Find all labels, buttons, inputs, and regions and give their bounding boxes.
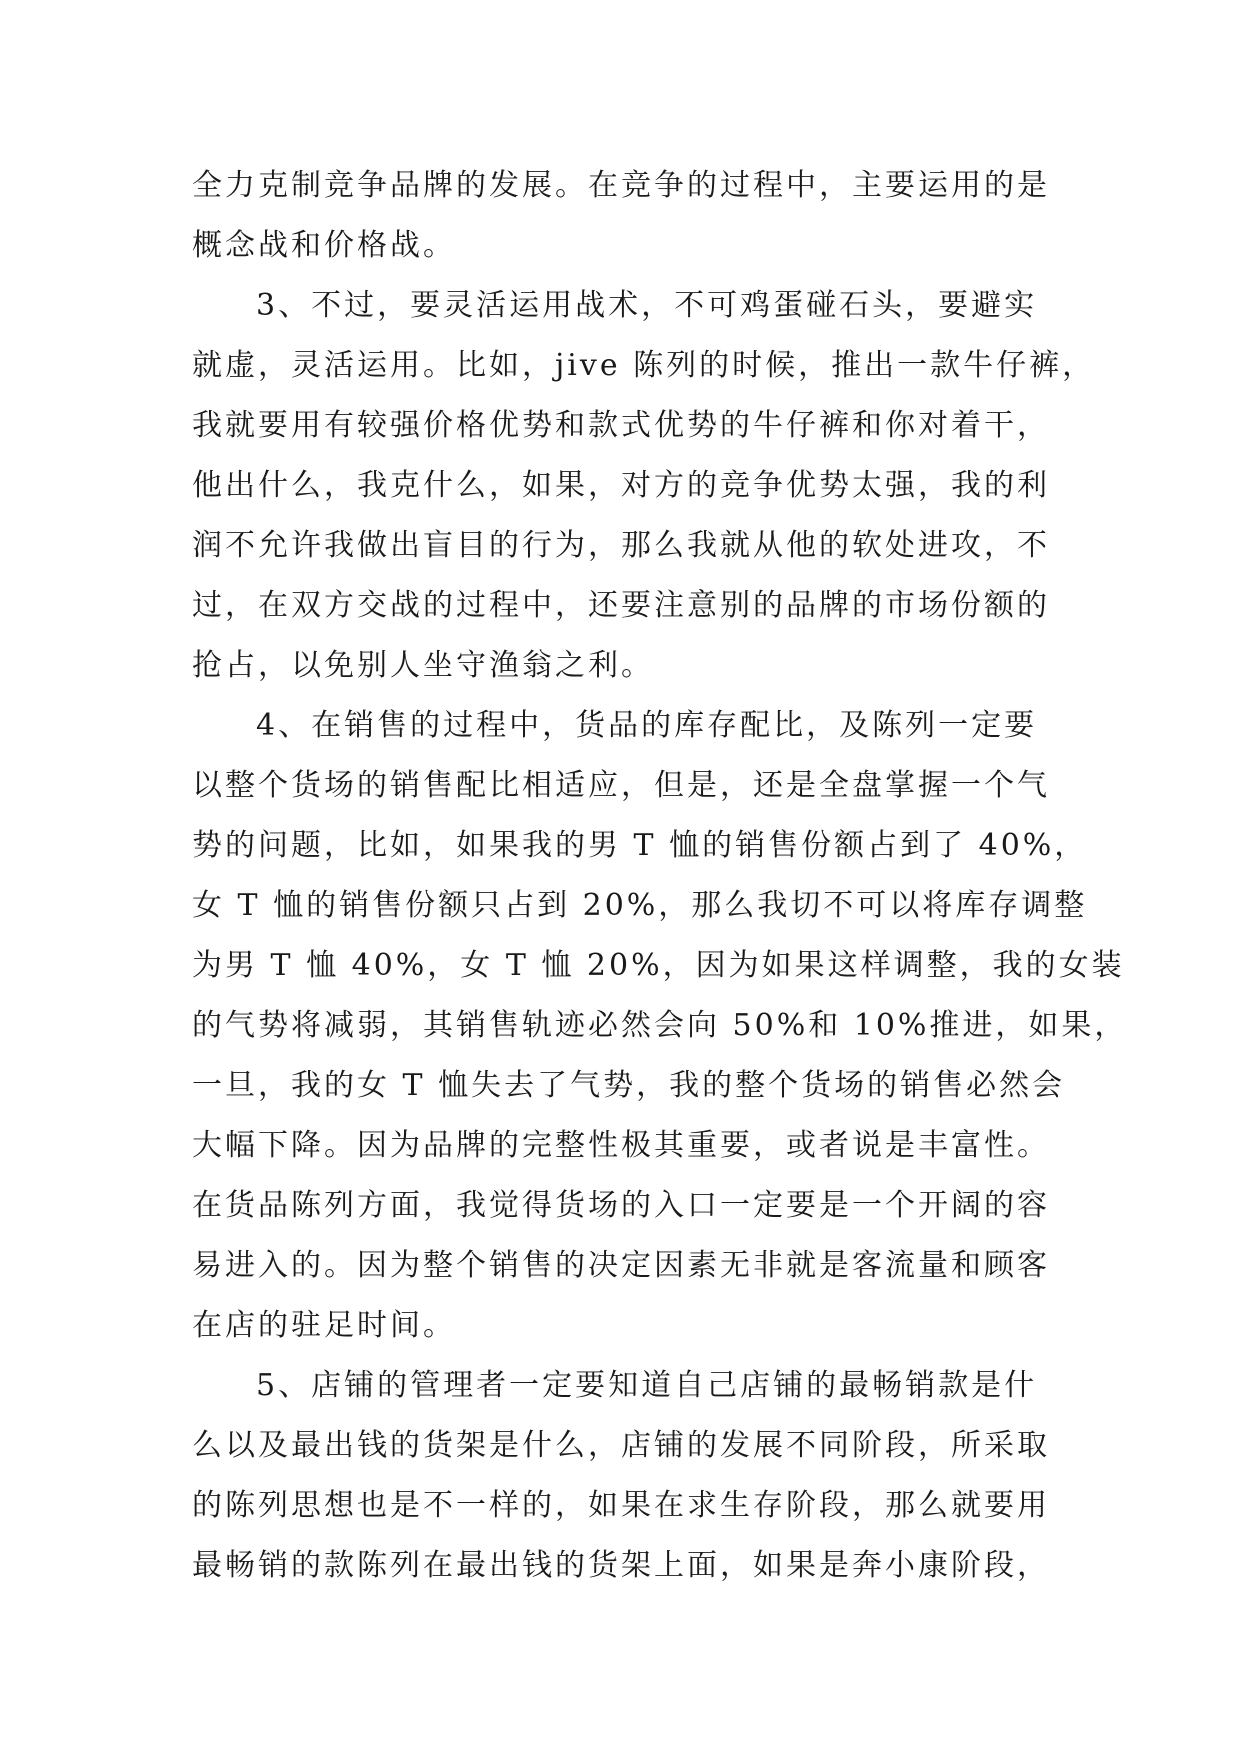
text-line: 概念战和价格战。 xyxy=(192,228,456,263)
text-line: 为男 T 恤 40%，女 T 恤 20%，因为如果这样调整，我的女装 xyxy=(192,948,1125,983)
text-line: 抢占，以免别人坐守渔翁之利。 xyxy=(192,648,654,683)
text-line: 易进入的。因为整个销售的决定因素无非就是客流量和顾客 xyxy=(192,1248,1050,1283)
text-line: 势的问题，比如，如果我的男 T 恤的销售份额占到了 40%， xyxy=(192,828,1088,863)
text-line: 全力克制竞争品牌的发展。在竞争的过程中，主要运用的是 xyxy=(192,168,1050,203)
text-line: 的气势将减弱，其销售轨迹必然会向 50%和 10%推进，如果， xyxy=(192,1008,1128,1043)
text-line: 我就要用有较强价格优势和款式优势的牛仔裤和你对着干， xyxy=(192,408,1050,443)
text-line: 润不允许我做出盲目的行为，那么我就从他的软处进攻，不 xyxy=(192,528,1050,563)
text-line: 在货品陈列方面，我觉得货场的入口一定要是一个开阔的容 xyxy=(192,1188,1050,1223)
text-line: 在店的驻足时间。 xyxy=(192,1308,456,1343)
text-line: 他出什么，我克什么，如果，对方的竞争优势太强，我的利 xyxy=(192,468,1050,503)
text-line: 过，在双方交战的过程中，还要注意别的品牌的市场份额的 xyxy=(192,588,1050,623)
text-line: 大幅下降。因为品牌的完整性极其重要，或者说是丰富性。 xyxy=(192,1128,1050,1163)
text-line: 一旦，我的女 T 恤失去了气势，我的整个货场的销售必然会 xyxy=(192,1068,1066,1103)
text-line: 么以及最出钱的货架是什么，店铺的发展不同阶段，所采取 xyxy=(192,1428,1050,1463)
paragraph-start-line: 4、在销售的过程中，货品的库存配比，及陈列一定要 xyxy=(256,708,1038,743)
paragraph-start-line: 5、店铺的管理者一定要知道自己店铺的最畅销款是什 xyxy=(256,1368,1038,1403)
text-line: 最畅销的款陈列在最出钱的货架上面，如果是奔小康阶段， xyxy=(192,1548,1050,1583)
text-line: 就虚，灵活运用。比如，jive 陈列的时候，推出一款牛仔裤， xyxy=(192,348,1096,383)
text-line: 的陈列思想也是不一样的，如果在求生存阶段，那么就要用 xyxy=(192,1488,1050,1523)
paragraph-start-line: 3、不过，要灵活运用战术，不可鸡蛋碰石头，要避实 xyxy=(256,288,1038,323)
body-text xyxy=(192,156,1128,1596)
text-line: 女 T 恤的销售份额只占到 20%，那么我切不可以将库存调整 xyxy=(192,888,1088,923)
text-line: 以整个货场的销售配比相适应，但是，还是全盘掌握一个气 xyxy=(192,768,1050,803)
